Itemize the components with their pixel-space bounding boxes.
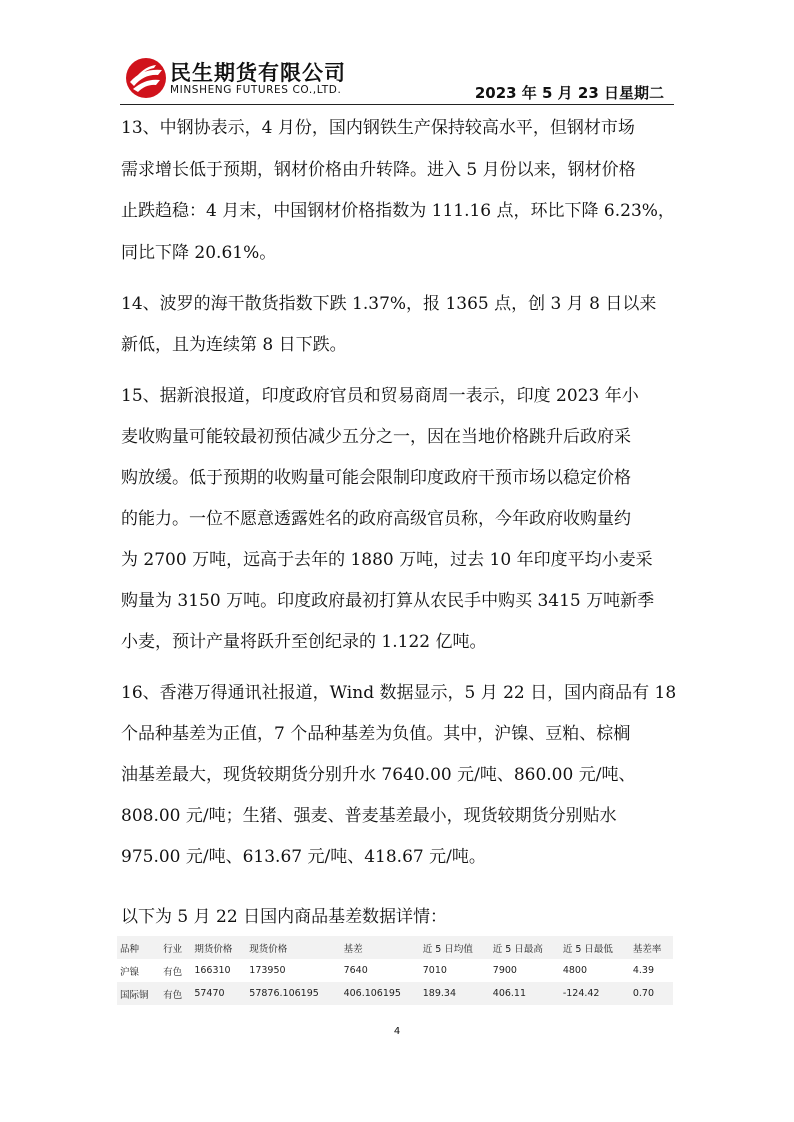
- paragraph-line: 小麦，预计产量将跃升至创纪录的 1.122 亿吨。: [121, 632, 487, 652]
- paragraph-line: 13、中钢协表示，4 月份，国内钢铁生产保持较高水平，但钢材市场: [121, 118, 635, 138]
- paragraph-line: 808.00 元/吨；生猪、强麦、普麦基差最小，现货较期货分别贴水: [121, 806, 617, 826]
- brand-name-en: MINSHENG FUTURES CO.,LTD.: [170, 84, 342, 96]
- paragraph-line: 油基差最大，现货较期货分别升水 7640.00 元/吨、860.00 元/吨、: [121, 765, 636, 785]
- table-cell: 57876.106195: [249, 988, 319, 999]
- table-row: [117, 982, 673, 1005]
- table-cell: 7010: [422, 965, 447, 976]
- col-header: 基差: [343, 943, 363, 955]
- minsheng-logo-icon: [124, 56, 168, 100]
- paragraph-15: [121, 376, 677, 663]
- table-cell: 57470: [194, 988, 225, 999]
- col-header: 近 5 日最低: [562, 943, 613, 955]
- table-cell: 406.106195: [343, 988, 401, 999]
- brand-name-cn: 民生期货有限公司: [170, 61, 346, 85]
- table-cell: 173950: [249, 965, 286, 976]
- col-header: 近 5 日最高: [492, 943, 543, 955]
- paragraph-line: 个品种基差为正值，7 个品种基差为负值。其中，沪镍、豆粕、棕榈: [121, 724, 631, 744]
- table-title: 以下为 5 月 22 日国内商品基差数据详情：: [121, 907, 448, 927]
- article-body: [121, 108, 677, 888]
- table-cell: 406.11: [492, 988, 527, 999]
- paragraph-line: 16、香港万得通讯社报道，Wind 数据显示，5 月 22 日，国内商品有 18: [121, 683, 677, 703]
- table-cell: 4.39: [632, 965, 654, 976]
- col-header: 现货价格: [249, 943, 288, 955]
- paragraph-line: 为 2700 万吨，远高于去年的 1880 万吨，过去 10 年印度平均小麦采: [121, 550, 653, 570]
- report-date: 2023 年 5 月 23 日星期二: [474, 84, 664, 102]
- paragraph-line: 975.00 元/吨、613.67 元/吨、418.67 元/吨。: [121, 847, 486, 867]
- col-header: 近 5 日均值: [422, 943, 473, 955]
- table-cell: 国际铜: [120, 989, 149, 1001]
- table-cell: 7640: [343, 965, 368, 976]
- table-cell: 4800: [562, 965, 587, 976]
- paragraph-13: [121, 108, 677, 274]
- paragraph-line: 同比下降 20.61%。: [121, 242, 277, 263]
- header-divider: [120, 104, 674, 105]
- paragraph-line: 购放缓。低于预期的收购量可能会限制印度政府干预市场以稳定价格: [121, 468, 631, 488]
- table-cell: 0.70: [632, 988, 654, 999]
- col-header: 行业: [163, 943, 183, 955]
- table-cell: 166310: [194, 965, 231, 976]
- table-cell: -124.42: [562, 988, 600, 999]
- table-cell: 7900: [492, 965, 517, 976]
- table-cell: 有色: [163, 966, 183, 978]
- page-header: [120, 52, 674, 104]
- table-row: [117, 959, 673, 982]
- basis-data-table: [117, 936, 673, 1005]
- table-header-row: [117, 936, 673, 959]
- col-header: 基差率: [632, 943, 662, 955]
- table-cell: 沪镍: [120, 966, 140, 978]
- paragraph-line: 新低，且为连续第 8 日下跌。: [121, 335, 347, 355]
- table-cell: 有色: [163, 989, 183, 1001]
- paragraph-line: 14、波罗的海干散货指数下跌 1.37%，报 1365 点，创 3 月 8 日以来: [121, 294, 657, 314]
- paragraph-line: 止跌趋稳：4 月末，中国钢材价格指数为 111.16 点，环比下降 6.23%，: [121, 201, 675, 221]
- col-header: 期货价格: [194, 943, 233, 955]
- paragraph-14: [121, 284, 677, 366]
- table-cell: 189.34: [422, 988, 456, 999]
- col-header: 品种: [120, 943, 140, 955]
- paragraph-line: 购量为 3150 万吨。印度政府最初打算从农民手中购买 3415 万吨新季: [121, 591, 655, 611]
- paragraph-16: [121, 673, 677, 878]
- page-number: 4: [393, 1026, 401, 1037]
- paragraph-line: 的能力。一位不愿意透露姓名的政府高级官员称，今年政府收购量约: [121, 509, 631, 529]
- paragraph-line: 需求增长低于预期，钢材价格由升转降。进入 5 月份以来，钢材价格: [121, 159, 636, 180]
- paragraph-line: 15、据新浪报道，印度政府官员和贸易商周一表示，印度 2023 年小: [121, 386, 639, 406]
- paragraph-line: 麦收购量可能较最初预估减少五分之一，因在当地价格跳升后政府采: [121, 427, 631, 447]
